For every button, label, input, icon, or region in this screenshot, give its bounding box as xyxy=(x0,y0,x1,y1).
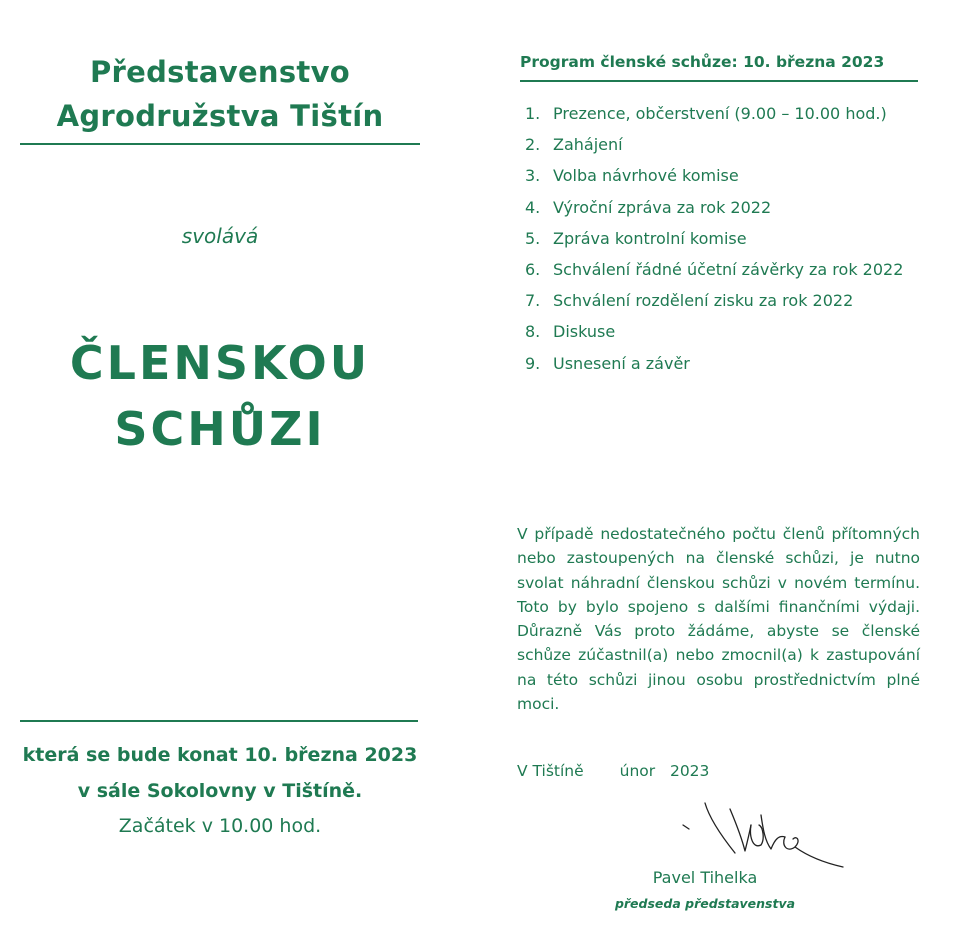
agenda-item xyxy=(525,354,935,385)
agenda-item xyxy=(525,104,935,135)
meeting-venue-line: v sále Sokolovny v Tištíně. xyxy=(77,780,363,802)
meeting-title-line-2: SCHŮZI xyxy=(114,402,326,456)
quorum-notice: V případě nedostatečného počtu členů přítomných nebo zastoupených na členské schůzi, je nutno svolat náhradní členskou schůzi v novém termínu. Toto by bylo spojeno s dalšími finančními výdaji. Důrazně Vás proto žádáme, abyste se členské schůze zúčastnil(a) nebo zmocnil(a) k zastupování na této schůzi jinou osobu prostřednictvím plné moci. xyxy=(517,525,920,714)
agenda-item-text: Diskuse xyxy=(553,322,616,342)
agenda-item-text: Zpráva kontrolní komise xyxy=(553,228,747,248)
month-text: únor xyxy=(619,762,656,780)
agenda-item-text: Schválení řádné účetní závěrky za rok 2022 xyxy=(553,259,904,279)
agenda-item-number: 2. xyxy=(525,135,541,155)
agenda-item xyxy=(525,229,935,260)
meeting-date-line: která se bude konat 10. března 2023 xyxy=(22,744,418,766)
bottom-divider xyxy=(20,720,418,722)
agenda-item xyxy=(525,291,935,322)
agenda-item-text: Schválení rozdělení zisku za rok 2022 xyxy=(553,291,854,311)
issuer-line-1: Představenstvo xyxy=(89,55,351,89)
agenda-item-number: 4. xyxy=(525,197,541,217)
agenda-item xyxy=(525,135,935,166)
agenda-item-number: 3. xyxy=(525,166,541,186)
agenda-item-text: Zahájení xyxy=(553,135,623,155)
agenda-item-number: 8. xyxy=(525,322,541,342)
issuer-heading xyxy=(20,50,420,138)
agenda-item-text: Prezence, občerstvení (9.00 – 10.00 hod.) xyxy=(553,104,887,123)
issuer-line-2: Agrodružstva Tištín xyxy=(56,99,384,133)
meeting-details xyxy=(15,737,425,809)
agenda-item-number: 9. xyxy=(525,353,541,373)
meeting-title xyxy=(20,330,420,462)
agenda-item-text: Usnesení a závěr xyxy=(553,353,690,373)
agenda-item xyxy=(525,260,935,291)
signer-name: Pavel Tihelka xyxy=(652,868,758,887)
invitation-left-panel xyxy=(0,0,440,946)
agenda-list xyxy=(525,104,935,385)
agenda-item xyxy=(525,322,935,353)
handwritten-signature xyxy=(675,795,845,870)
top-divider xyxy=(20,143,420,145)
place-and-date xyxy=(517,762,709,780)
year-text: 2023 xyxy=(669,762,710,780)
convenes-text: svolává xyxy=(181,224,259,248)
meeting-start-time: Začátek v 10.00 hod. xyxy=(118,815,322,837)
agenda-item xyxy=(525,198,935,229)
agenda-item-number: 5. xyxy=(525,228,541,248)
agenda-item-number: 6. xyxy=(525,259,541,279)
invitation-right-panel xyxy=(500,0,955,946)
meeting-title-line-1: ČLENSKOU xyxy=(69,336,371,390)
program-divider xyxy=(520,80,918,82)
signer-role: předseda představenstva xyxy=(614,896,796,911)
agenda-item xyxy=(525,166,935,197)
place-text: V Tištíně xyxy=(517,762,584,780)
program-heading: Program členské schůze: 10. března 2023 xyxy=(520,53,885,71)
agenda-item-text: Výroční zpráva za rok 2022 xyxy=(553,197,772,217)
agenda-item-number: 1. xyxy=(525,104,541,123)
agenda-item-number: 7. xyxy=(525,291,541,311)
agenda-item-text: Volba návrhové komise xyxy=(553,166,739,186)
